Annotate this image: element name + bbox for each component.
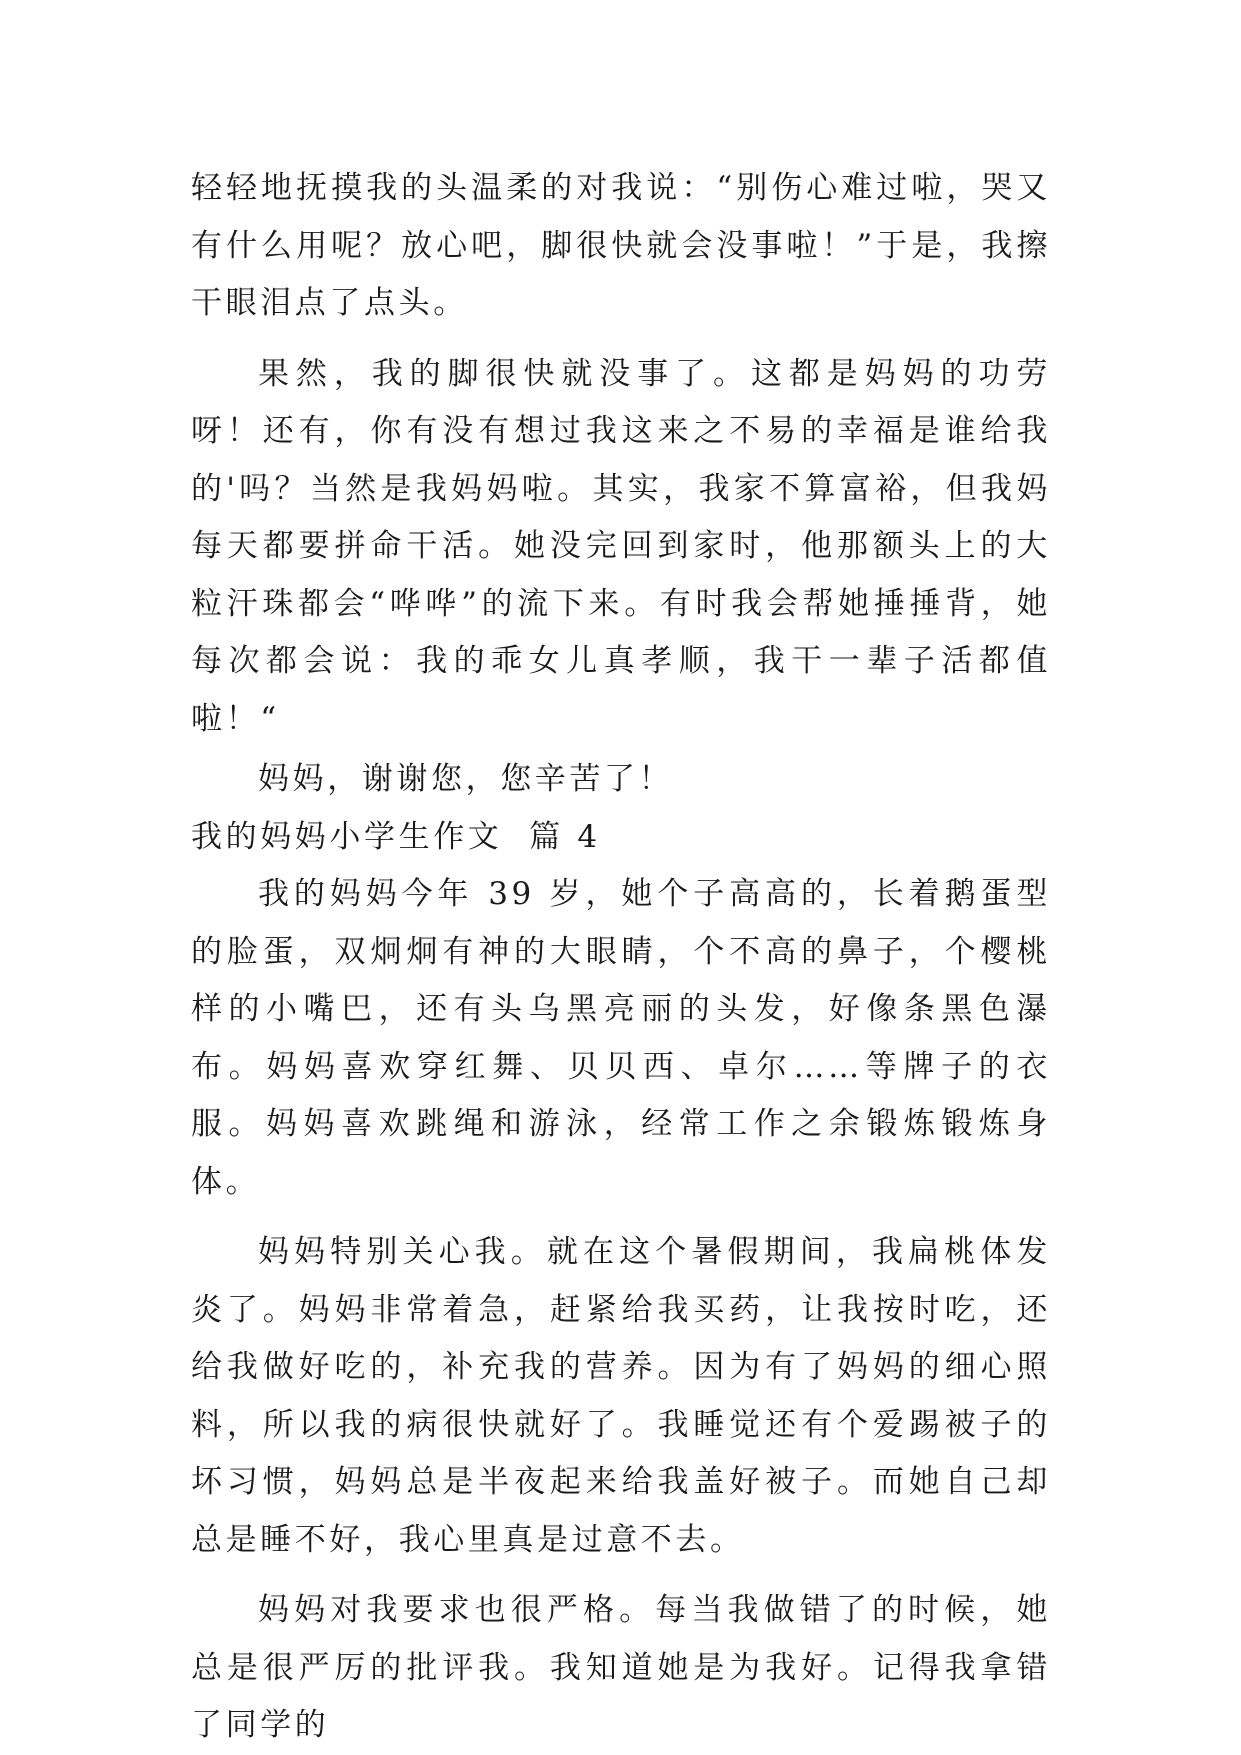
paragraph: 果然，我的脚很快就没事了。这都是妈妈的功劳呀！还有，你有没有想过我这来之不易的幸福是谁给我的'吗？当然是我妈妈啦。其实，我家不算富裕，但我妈每天都要拼命干活。她没完回到家时，他那额头上的大粒汗珠都会“哗哗”的流下来。有时我会帮她捶捶背，她每次都会说：我的乖女儿真孝顺，我干一辈子活都值啦！“: [191, 355, 1051, 737]
section-heading: 我的妈妈小学生作文 篇 4: [191, 818, 601, 855]
document-page: [191, 160, 1051, 1755]
paragraph: 我的妈妈今年 39 岁，她个子高高的，长着鹅蛋型的脸蛋，双炯炯有神的大眼睛，个不高的鼻子，个樱桃样的小嘴巴，还有头乌黑亮丽的头发，好像条黑色瀑布。妈妈喜欢穿红舞、贝贝西、卓尔……等牌子的衣服。妈妈喜欢跳绳和游泳，经常工作之余锻炼锻炼身体。: [191, 876, 1051, 1200]
paragraph-continued: 轻轻地抚摸我的头温柔的对我说：“别伤心难过啦，哭又有什么用呢？放心吧，脚很快就会没事啦！”于是，我擦干眼泪点了点头。: [191, 170, 1051, 321]
paragraph: 妈妈特别关心我。就在这个暑假期间，我扁桃体发炎了。妈妈非常着急，赶紧给我买药，让我按时吃，还给我做好吃的，补充我的营养。因为有了妈妈的细心照料，所以我的病很快就好了。我睡觉还有个爱踢被子的坏习惯，妈妈总是半夜起来给我盖好被子。而她自己却总是睡不好，我心里真是过意不去。: [191, 1234, 1051, 1558]
paragraph: 妈妈对我要求也很严格。每当我做错了的时候，她总是很严厉的批评我。我知道她是为我好。记得我拿错了同学的: [191, 1592, 1051, 1743]
paragraph: 妈妈，谢谢您，您辛苦了！: [258, 761, 674, 797]
